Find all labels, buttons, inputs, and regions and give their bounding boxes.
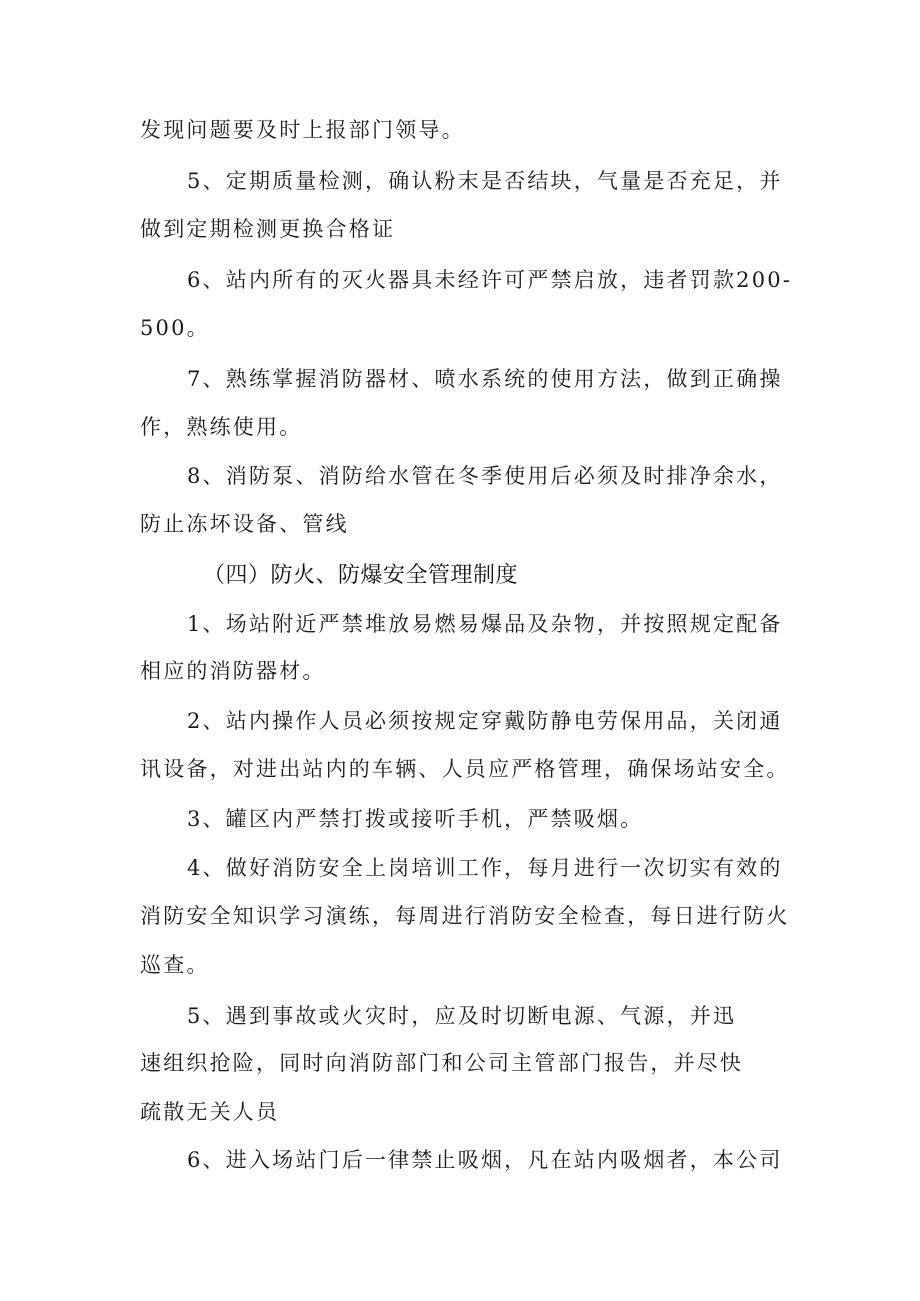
paragraph-line: 巡查。 <box>140 953 210 977</box>
paragraph-line: 4、做好消防安全上岗培训工作，每月进行一次切实有效的 <box>187 856 783 880</box>
paragraph-line: 2、站内操作人员必须按规定穿戴防静电劳保用品，关闭通 <box>187 709 783 733</box>
paragraph-line: 作，熟练使用。 <box>140 415 303 439</box>
paragraph-line: 5、遇到事故或火灾时，应及时切断电源、气源，并迅 <box>187 1004 737 1028</box>
paragraph-line: 6、进入场站门后一律禁止吸烟，凡在站内吸烟者，本公司 <box>187 1148 783 1172</box>
paragraph-line: 疏散无关人员 <box>140 1100 280 1124</box>
paragraph-line: 3、罐区内严禁打拨或接听手机，严禁吸烟。 <box>187 807 644 831</box>
paragraph-line: 防止冻坏设备、管线 <box>140 512 349 536</box>
paragraph-line: 讯设备，对进出站内的车辆、人员应严格管理，确保场站安全。 <box>140 757 790 781</box>
paragraph-line: 消防安全知识学习演练，每周进行消防安全检查，每日进行防火 <box>140 904 790 928</box>
paragraph-line: 速组织抢险，同时向消防部门和公司主管部门报告，并尽快 <box>140 1051 744 1075</box>
paragraph-line: 5、定期质量检测，确认粉末是否结块，气量是否充足，并 <box>187 169 783 193</box>
paragraph-line: 7、熟练掌握消防器材、喷水系统的使用方法，做到正确操 <box>187 367 783 391</box>
paragraph-line: 做到定期检测更换合格证 <box>140 217 396 241</box>
paragraph-line: 500。 <box>140 316 210 340</box>
paragraph-line: 6、站内所有的灭火器具未经许可严禁启放，违者罚款200- <box>187 268 793 292</box>
paragraph-line: 1、场站附近严禁堆放易燃易爆品及杂物，并按照规定配备 <box>187 612 783 636</box>
paragraph-line: 8、消防泵、消防给水管在冬季使用后必须及时排净余水， <box>187 464 783 488</box>
paragraph-line: 相应的消防器材。 <box>140 659 326 683</box>
paragraph-line: 发现问题要及时上报部门领导。 <box>140 118 465 142</box>
section-heading: （四）防火、防爆安全管理制度 <box>203 563 519 588</box>
